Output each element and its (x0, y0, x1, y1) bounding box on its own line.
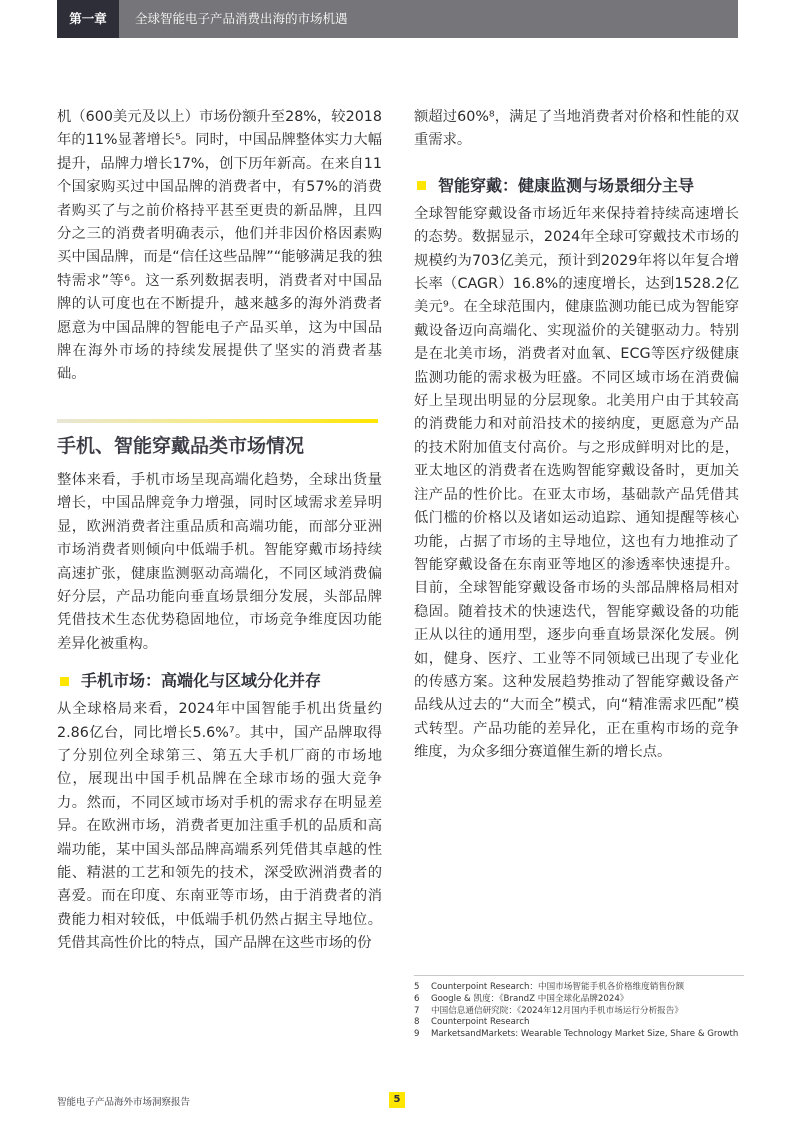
chapter-label: 第一章 (57, 0, 119, 38)
footnote (414, 994, 744, 1006)
subheading-text: 智能穿戴：健康监测与场景细分主导 (438, 175, 695, 195)
paragraph: 全球智能穿戴设备市场近年来保持着持续高速增长的态势。数据显示，2024年全球可穿戴技术市场的规模约为703亿美元，预计到2029年将以年复合增长率（CAGR）16.8%的速度增长，达到1528.2亿美元⁹。在全球范围内，健康监测功能已成为智能穿戴设备迈向高端化、实现溢价的关键驱动力。特别是在北美市场，消费者对血氧、ECG等医疗级健康监测功能的需求极为旺盛。不同区域市场在消费偏好上呈现出明显的分层现象。北美用户由于其较高的消费能力和对前沿技术的接纳度，更愿意为产品的技术附加值支付高价。与之形成鲜明对比的是，亚太地区的消费者在选购智能穿戴设备时，更加关注产品的性价比。在亚太市场，基础款产品凭借其低门槛的价格以及诸如运动追踪、通知提醒等核心功能，占据了市场的主导地位，这也有力地推动了智能穿戴设备在东南亚等地区的渗透率快速提升。目前，全球智能穿戴设备市场的头部品牌格局相对稳固。随着技术的快速迭代，智能穿戴设备的功能正从以往的通用型，逐步向垂直场景深化发展。例如，健身、医疗、工业等不同领域已出现了专业化的传感方案。这种发展趋势推动了智能穿戴设备产品线从过去的“大而全”模式，向“精准需求匹配”模式转型。产品功能的差异化，正在重构市场的竞争维度，为众多细分赛道催生新的增长点。 (414, 205, 739, 761)
paragraph: 从全球格局来看，2024年中国智能手机出货量约2.86亿台，同比增长5.6%⁷。其中，国产品牌取得了分别位列全球第三、第五大手机厂商的市场地位，展现出中国手机品牌在全球市场的强大竞争力。然而，不同区域市场对手机的需求存在明显差异。在欧洲市场，消费者更加注重手机的品质和高端功能，某中国头部品牌高端系列凭借其卓越的性能、精湛的工艺和领先的技术，深受欧洲消费者的喜爱。而在印度、东南亚等市场，由于消费者的消费能力相对较低，中低端手机仍然占据主导地位。凭借其高性价比的特点，国产品牌在这些市场的份 (57, 701, 382, 952)
footnote-number: 9 (414, 1029, 420, 1040)
paragraph: 整体来看，手机市场呈现高端化趋势，全球出货量增长，中国品牌竞争力增强，同时区域需求差异明显，欧洲消费者注重品质和高端功能，而部分亚洲市场消费者则倾向中低端手机。智能穿戴市场持续高速扩张，健康监测驱动高端化，不同区域消费偏好分层，产品功能向垂直场景细分发展，头部品牌凭借技术生态优势稳固地位，市场竞争维度因功能差异化被重构。 (57, 471, 382, 652)
paragraph: 机（600美元及以上）市场份额升至28%，较2018年的11%显著增长⁵。同时，中国品牌整体实力大幅提升，品牌力增长17%，创下历年新高。在来自11个国家购买过中国品牌的消费者中，有57%的消费者购买了与之前价格持平甚至更贵的新品牌，且四分之三的消费者明确表示，他们并非因价格因素购买中国品牌，而是“信任这些品牌”“能够满足我的独特需求”等⁶。这一系列数据表明，消费者对中国品牌的认可度也在不断提升，越来越多的海外消费者愿意为中国品牌的智能电子产品买单，这为中国品牌在海外市场的持续发展提供了坚实的消费者基础。 (57, 109, 382, 383)
footnote (414, 1006, 744, 1018)
yellow-square-icon (60, 677, 69, 686)
footnote-number: 6 (414, 993, 420, 1004)
yellow-square-icon (417, 181, 426, 190)
page-number: 5 (389, 1092, 405, 1108)
footnote (414, 1017, 744, 1029)
footnote-text: Counterpoint Research (431, 1017, 530, 1028)
subheading (414, 175, 739, 197)
section-heading: 手机、智能穿戴品类市场情况 (57, 434, 305, 457)
footnote-text: MarketsandMarkets: Wearable Technology Market Size, Share & Growth (431, 1029, 739, 1040)
footnote-number: 5 (414, 982, 420, 992)
page-header (57, 0, 738, 38)
right-column (414, 106, 739, 765)
footnote-text: Google & 凯度：《BrandZ 中国全球化品牌2024》 (431, 993, 629, 1004)
footnote (414, 1029, 744, 1041)
paragraph: 额超过60%⁸，满足了当地消费者对价格和性能的双重需求。 (414, 109, 739, 149)
footer-report-title: 智能电子产品海外市场洞察报告 (57, 1097, 191, 1108)
footnote-text: Counterpoint Research：中国市场智能手机各价格维度销售份额 (431, 982, 685, 992)
chapter-title: 全球智能电子产品消费出海的市场机遇 (135, 11, 348, 26)
footnotes (414, 975, 744, 1041)
left-column (57, 106, 382, 956)
footnote (414, 982, 744, 994)
footnote-number: 8 (414, 1017, 420, 1028)
subheading (57, 670, 382, 692)
section-divider (57, 419, 378, 423)
subheading-text: 手机市场：高端化与区域分化并存 (81, 671, 322, 691)
footnote-number: 7 (414, 1005, 420, 1016)
footnote-text: 中国信息通信研究院：《2024年12月国内手机市场运行分析报告》 (431, 1005, 683, 1016)
